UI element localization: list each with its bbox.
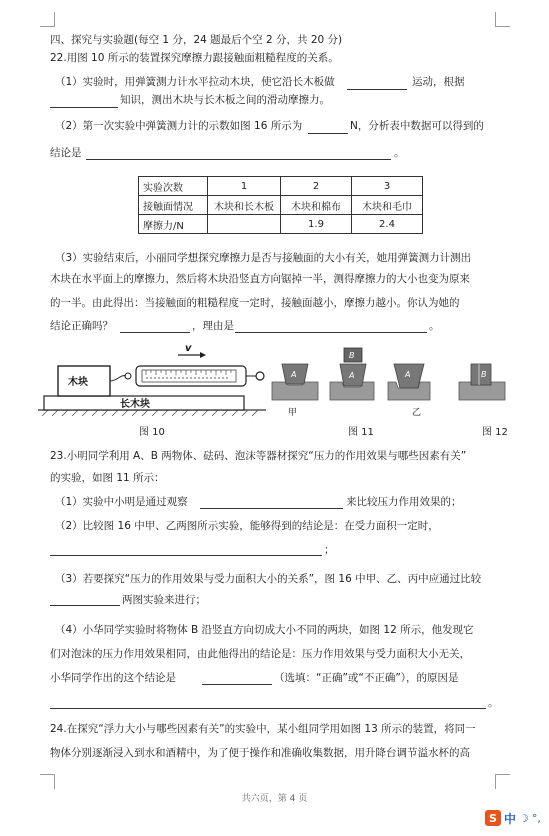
q22-p2-text-c: 结论是 [50,147,82,159]
figure-11-B-label: B [349,351,355,360]
table-cell: 接触面情况 [139,196,208,215]
q22-p1-blank-knowledge[interactable] [50,107,118,108]
q23-p2-text-a: （2）比较图 16 中甲、乙两图所示实验，能够得到的结论是：在受力面积一定时， [55,520,439,532]
q23-p4-line-2: 们对泡沫的压力作用效果相同，由此他得出的结论是：压力作用效果与受力面积大小无关， [50,648,470,660]
table-cell: 1.9 [281,215,352,234]
table-cell [208,215,281,234]
ime-chinese-mode-button[interactable]: 中 [504,811,517,826]
q23-p4-text-a: 小华同学作出的这个结论是 [50,672,176,684]
figure-11-caption: 图 11 [348,427,374,438]
q23-p2-end: ； [324,544,335,556]
q23-p3-blank-compare[interactable] [50,605,120,606]
q22-p2-blank-force[interactable] [308,133,348,134]
q22-p3-blank-reason[interactable] [235,332,427,333]
q22-p3-text-a: 结论正确吗？ [50,320,113,332]
figure-11-illustration [268,344,446,404]
table-cell: 1 [208,177,281,196]
table-row [139,215,423,234]
q22-p3-end: 。 [429,320,440,332]
table-cell: 木块和毛巾 [352,196,423,215]
q22-p2-text-a: （2）第一次实验中弹簧测力计的示数如图 16 所示为 [55,120,303,132]
q23-p4-text-b: （选填：“正确”或“不正确”），的原因是 [274,672,459,684]
moon-icon[interactable]: ☽ [519,811,529,825]
q23-p4-line-1: （4）小华同学实验时将物体 B 沿竖直方向切成大小不同的两块，如图 12 所示，他发现它 [55,624,474,636]
q22-p3-blank-correct[interactable] [120,332,190,333]
table-cell: 木块和棉布 [281,196,352,215]
q22-data-table [138,176,423,234]
q22-p2-end: 。 [394,147,405,159]
q24-line-1: 24.在探究“浮力大小与哪些因素有关”的实验中，某小组同学用如图 13 所示的装置，将同一 [50,723,476,735]
ime-toolbar[interactable] [485,806,545,830]
figure-12-caption: 图 12 [482,427,508,438]
table-cell: 实验次数 [139,177,208,196]
q23-p1-text-a: （1）实验中小明是通过观察 [55,496,188,508]
q23-p2-blank-conclusion[interactable] [50,555,322,556]
section-title: 四、探究与实验题(每空 1 分，24 题最后个空 2 分，共 20 分) [50,34,343,46]
figure-12-B-label: B [481,370,487,379]
table-cell: 木块和长木板 [208,196,281,215]
q22-p3-line-3: 的一半。由此得出：当接触面的粗糙程度一定时，接触面越小，摩擦力越小。你认为她的 [50,297,460,309]
q23-p3-text-b: 两图实验来进行； [122,594,206,606]
q23-p1-blank-observe[interactable] [200,508,343,509]
figure-10-illustration [38,344,268,420]
q23-p4-blank-judgement[interactable] [202,684,272,685]
q22-p3-line-1: （3）实验结束后，小丽同学想探究摩擦力是否与接触面的大小有关，她用弹簧测力计测出 [55,252,472,264]
q23-p4-blank-reason[interactable] [50,708,486,709]
table-cell: 摩擦力/N [139,215,208,234]
q23-stem-line-2: 的实验，如图 11 所示： [50,472,165,484]
figure-11-bing-A-label: A [405,370,411,379]
q23-p4-end: 。 [488,697,499,709]
q22-p2-blank-conclusion[interactable] [86,159,391,160]
q22-stem: 22.用图 10 所示的装置探究摩擦力跟接触面粗糙程度的关系。 [50,52,339,64]
table-row [139,177,423,196]
figure-10-caption: 图 10 [139,427,165,438]
q24-line-2: 物体分别逐渐浸入到水和酒精中，为了便于操作和准确收集数据，用升降台调节溢水杯的高 [50,747,470,759]
q23-p3-text-a: （3）若要探究“压力的作用效果与受力面积大小的关系”，图 16 中甲、乙、丙中应通过比较 [55,573,482,585]
figure-10-velocity-label: v [185,344,192,354]
q22-p1-text-c: 知识，测出木块与长木板之间的滑动摩擦力。 [120,94,330,106]
corner-mark-bottom-left [40,774,55,789]
punctuation-icon[interactable]: °, [531,811,541,825]
sogou-logo-icon[interactable]: S [485,810,501,826]
figure-11-jia-A-label: A [291,370,297,379]
table-cell: 2.4 [352,215,423,234]
q22-p2-text-b: N，分析表中数据可以得到的 [350,120,484,132]
q23-stem-line-1: 23.小明同学利用 A、B 两物体、砝码、泡沫等器材探究“压力的作用效果与哪些因素有关” [50,450,467,462]
corner-mark-top-left [40,12,55,27]
figure-11-yi-label: 乙 [412,408,422,418]
figure-10-block-label: 木块 [68,377,88,388]
q23-p1-text-b: 来比较压力作用效果的； [346,496,462,508]
q22-p1-blank-motion[interactable] [347,89,407,90]
q22-p1-text-b: 运动，根据 [412,76,465,88]
corner-mark-bottom-right [495,774,510,789]
table-cell: 2 [281,177,352,196]
q22-p1-text-a: （1）实验时，用弹簧测力计水平拉动木块，使它沿长木板做 [55,76,335,88]
page-footer: 共六页，第 4 页 [241,794,308,804]
figure-11-yi-A-label: A [349,371,355,380]
q22-p3-line-2: 木块在水平面上的摩擦力，然后将木块沿竖直方向锯掉一半，测得摩擦力的大小也变为原来 [50,273,470,285]
table-row [139,196,423,215]
figure-10-board-label: 长木块 [120,399,150,410]
figure-12-illustration [455,344,511,404]
figure-11-jia-label: 甲 [288,408,298,418]
q22-p3-text-b: ，理由是 [192,320,234,332]
table-cell: 3 [352,177,423,196]
corner-mark-top-right [495,12,510,27]
